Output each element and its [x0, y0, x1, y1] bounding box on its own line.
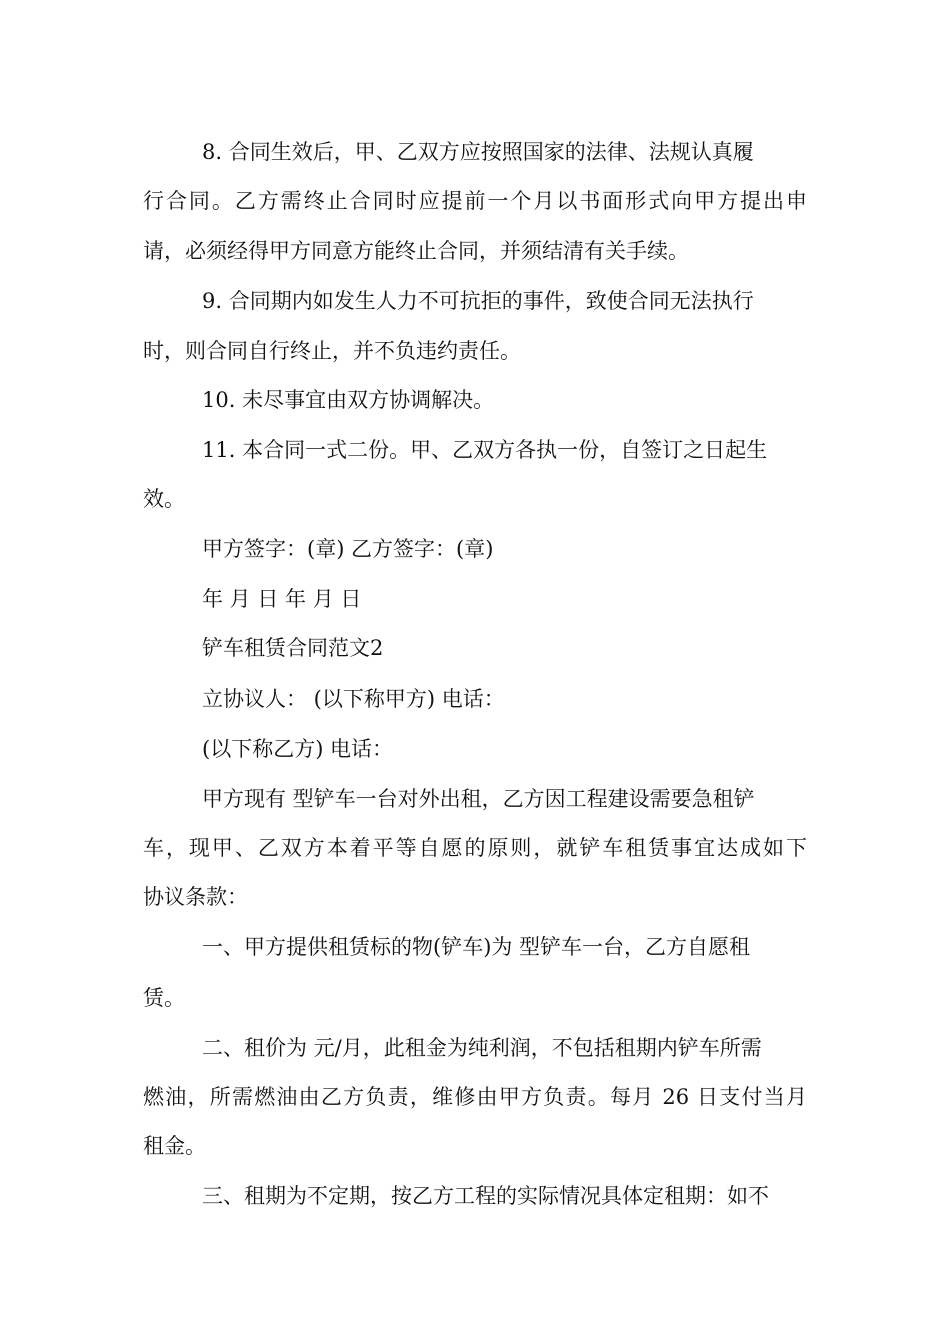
paragraph-11-line-1: 11. 本合同一式二份。甲、乙双方各执一份，自签订之日起生	[202, 438, 768, 462]
preamble-line-2: 车，现甲、乙双方本着平等自愿的原则，就铲车租赁事宜达成如下	[143, 836, 807, 860]
paragraph-11-line-2: 效。	[143, 487, 185, 511]
signature-line: 甲方签字：(章) 乙方签字：(章)	[202, 537, 494, 561]
paragraph-10: 10. 未尽事宜由双方协调解决。	[202, 388, 495, 412]
paragraph-8-line-1: 8. 合同生效后，甲、乙双方应按照国家的法律、法规认真履	[202, 140, 754, 164]
section-title: 铲车租赁合同范文2	[202, 636, 384, 660]
paragraph-9-line-1: 9. 合同期内如发生人力不可抗拒的事件，致使合同无法执行	[202, 289, 754, 313]
clause-2-line-3: 租金。	[143, 1134, 206, 1158]
party-a-line: 立协议人： (以下称甲方) 电话：	[202, 687, 505, 711]
clause-1-line-1: 一、甲方提供租赁标的物(铲车)为 型铲车一台，乙方自愿租	[202, 935, 751, 959]
clause-3-line-1: 三、租期为不定期，按乙方工程的实际情况具体定租期：如不	[202, 1184, 769, 1208]
clause-2-line-2: 燃油，所需燃油由乙方负责，维修由甲方负责。每月 26 日支付当月	[143, 1085, 807, 1109]
paragraph-9-line-2: 时，则合同自行终止，并不负违约责任。	[143, 339, 521, 363]
preamble-line-3: 协议条款：	[143, 885, 248, 909]
clause-1-line-2: 赁。	[143, 986, 185, 1010]
party-b-line: (以下称乙方) 电话：	[202, 737, 394, 761]
date-line: 年 月 日 年 月 日	[202, 587, 362, 611]
paragraph-8-line-3: 请，必须经得甲方同意方能终止合同，并须结清有关手续。	[143, 239, 689, 263]
clause-2-line-1: 二、租价为 元/月，此租金为纯利润，不包括租期内铲车所需	[202, 1036, 762, 1060]
preamble-line-1: 甲方现有 型铲车一台对外出租，乙方因工程建设需要急租铲	[202, 787, 755, 811]
paragraph-8-line-2: 行合同。乙方需终止合同时应提前一个月以书面形式向甲方提出申	[143, 189, 807, 213]
